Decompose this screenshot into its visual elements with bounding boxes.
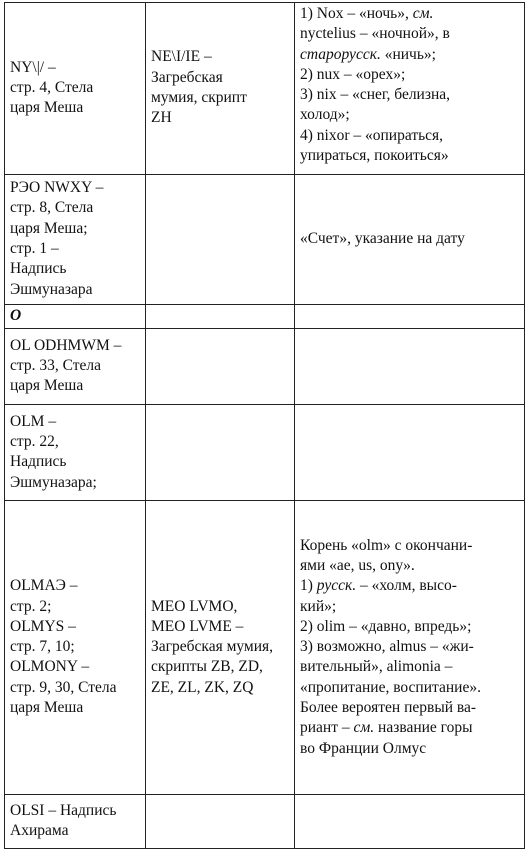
table-row xyxy=(5,795,525,849)
entry-cell: OLMAЭ – стр. 2; OLMYS – стр. 7, 10; OLMONY – стр. 9, 30, Стела царя Меша xyxy=(5,501,146,795)
dictionary-table xyxy=(4,2,525,849)
entry-cell: РЭО NWXY – стр. 8, Стела царя Меша; стр. 1 – Надпись Эшмуназара xyxy=(5,175,146,305)
section-letter: O xyxy=(5,305,146,329)
meaning-cell xyxy=(295,305,525,329)
variant-cell: NE\I/IE – Загребская мумия, скрипт ZH xyxy=(146,3,295,175)
table-row xyxy=(5,175,525,305)
variant-cell xyxy=(146,795,295,849)
entry-cell: OLSI – Надпись Ахирама xyxy=(5,795,146,849)
meaning-cell: 1) Nox – «ночь», см. nyctelius – «ночной», в старорусск. «ничь»; 2) nux – «орех»; 3) nix – «снег, белизна, холод»; 4) nixor – «опираться, упираться, покоиться» xyxy=(295,3,525,175)
entry-cell: NY\|/ – стр. 4, Стела царя Меша xyxy=(5,3,146,175)
meaning-cell: «Счет», указание на дату xyxy=(295,175,525,305)
entry-cell: OL ODHMWM – стр. 33, Стела царя Меша xyxy=(5,329,146,405)
variant-cell xyxy=(146,405,295,501)
table-row xyxy=(5,501,525,795)
meaning-cell: Корень «olm» с окончани- ями «ae, us, ony». 1) русск. – «холм, высо- кий»; 2) olim – «давно, впредь»; 3) возможно, almus – «жи- вительный», alimonia – «пропитание, воспитание». Более вероятен первый ва- риант – см. название горы во Франции Олмус xyxy=(295,501,525,795)
table-row xyxy=(5,405,525,501)
meaning-cell xyxy=(295,795,525,849)
meaning-cell xyxy=(295,405,525,501)
table-row xyxy=(5,3,525,175)
variant-cell xyxy=(146,329,295,405)
variant-cell: MEO LVMO, MEO LVME – Загребская мумия, скрипты ZB, ZD, ZE, ZL, ZK, ZQ xyxy=(146,501,295,795)
table-row xyxy=(5,329,525,405)
variant-cell xyxy=(146,175,295,305)
meaning-cell xyxy=(295,329,525,405)
variant-cell xyxy=(146,305,295,329)
entry-cell: OLM – стр. 22, Надпись Эшмуназара; xyxy=(5,405,146,501)
section-row xyxy=(5,305,525,329)
